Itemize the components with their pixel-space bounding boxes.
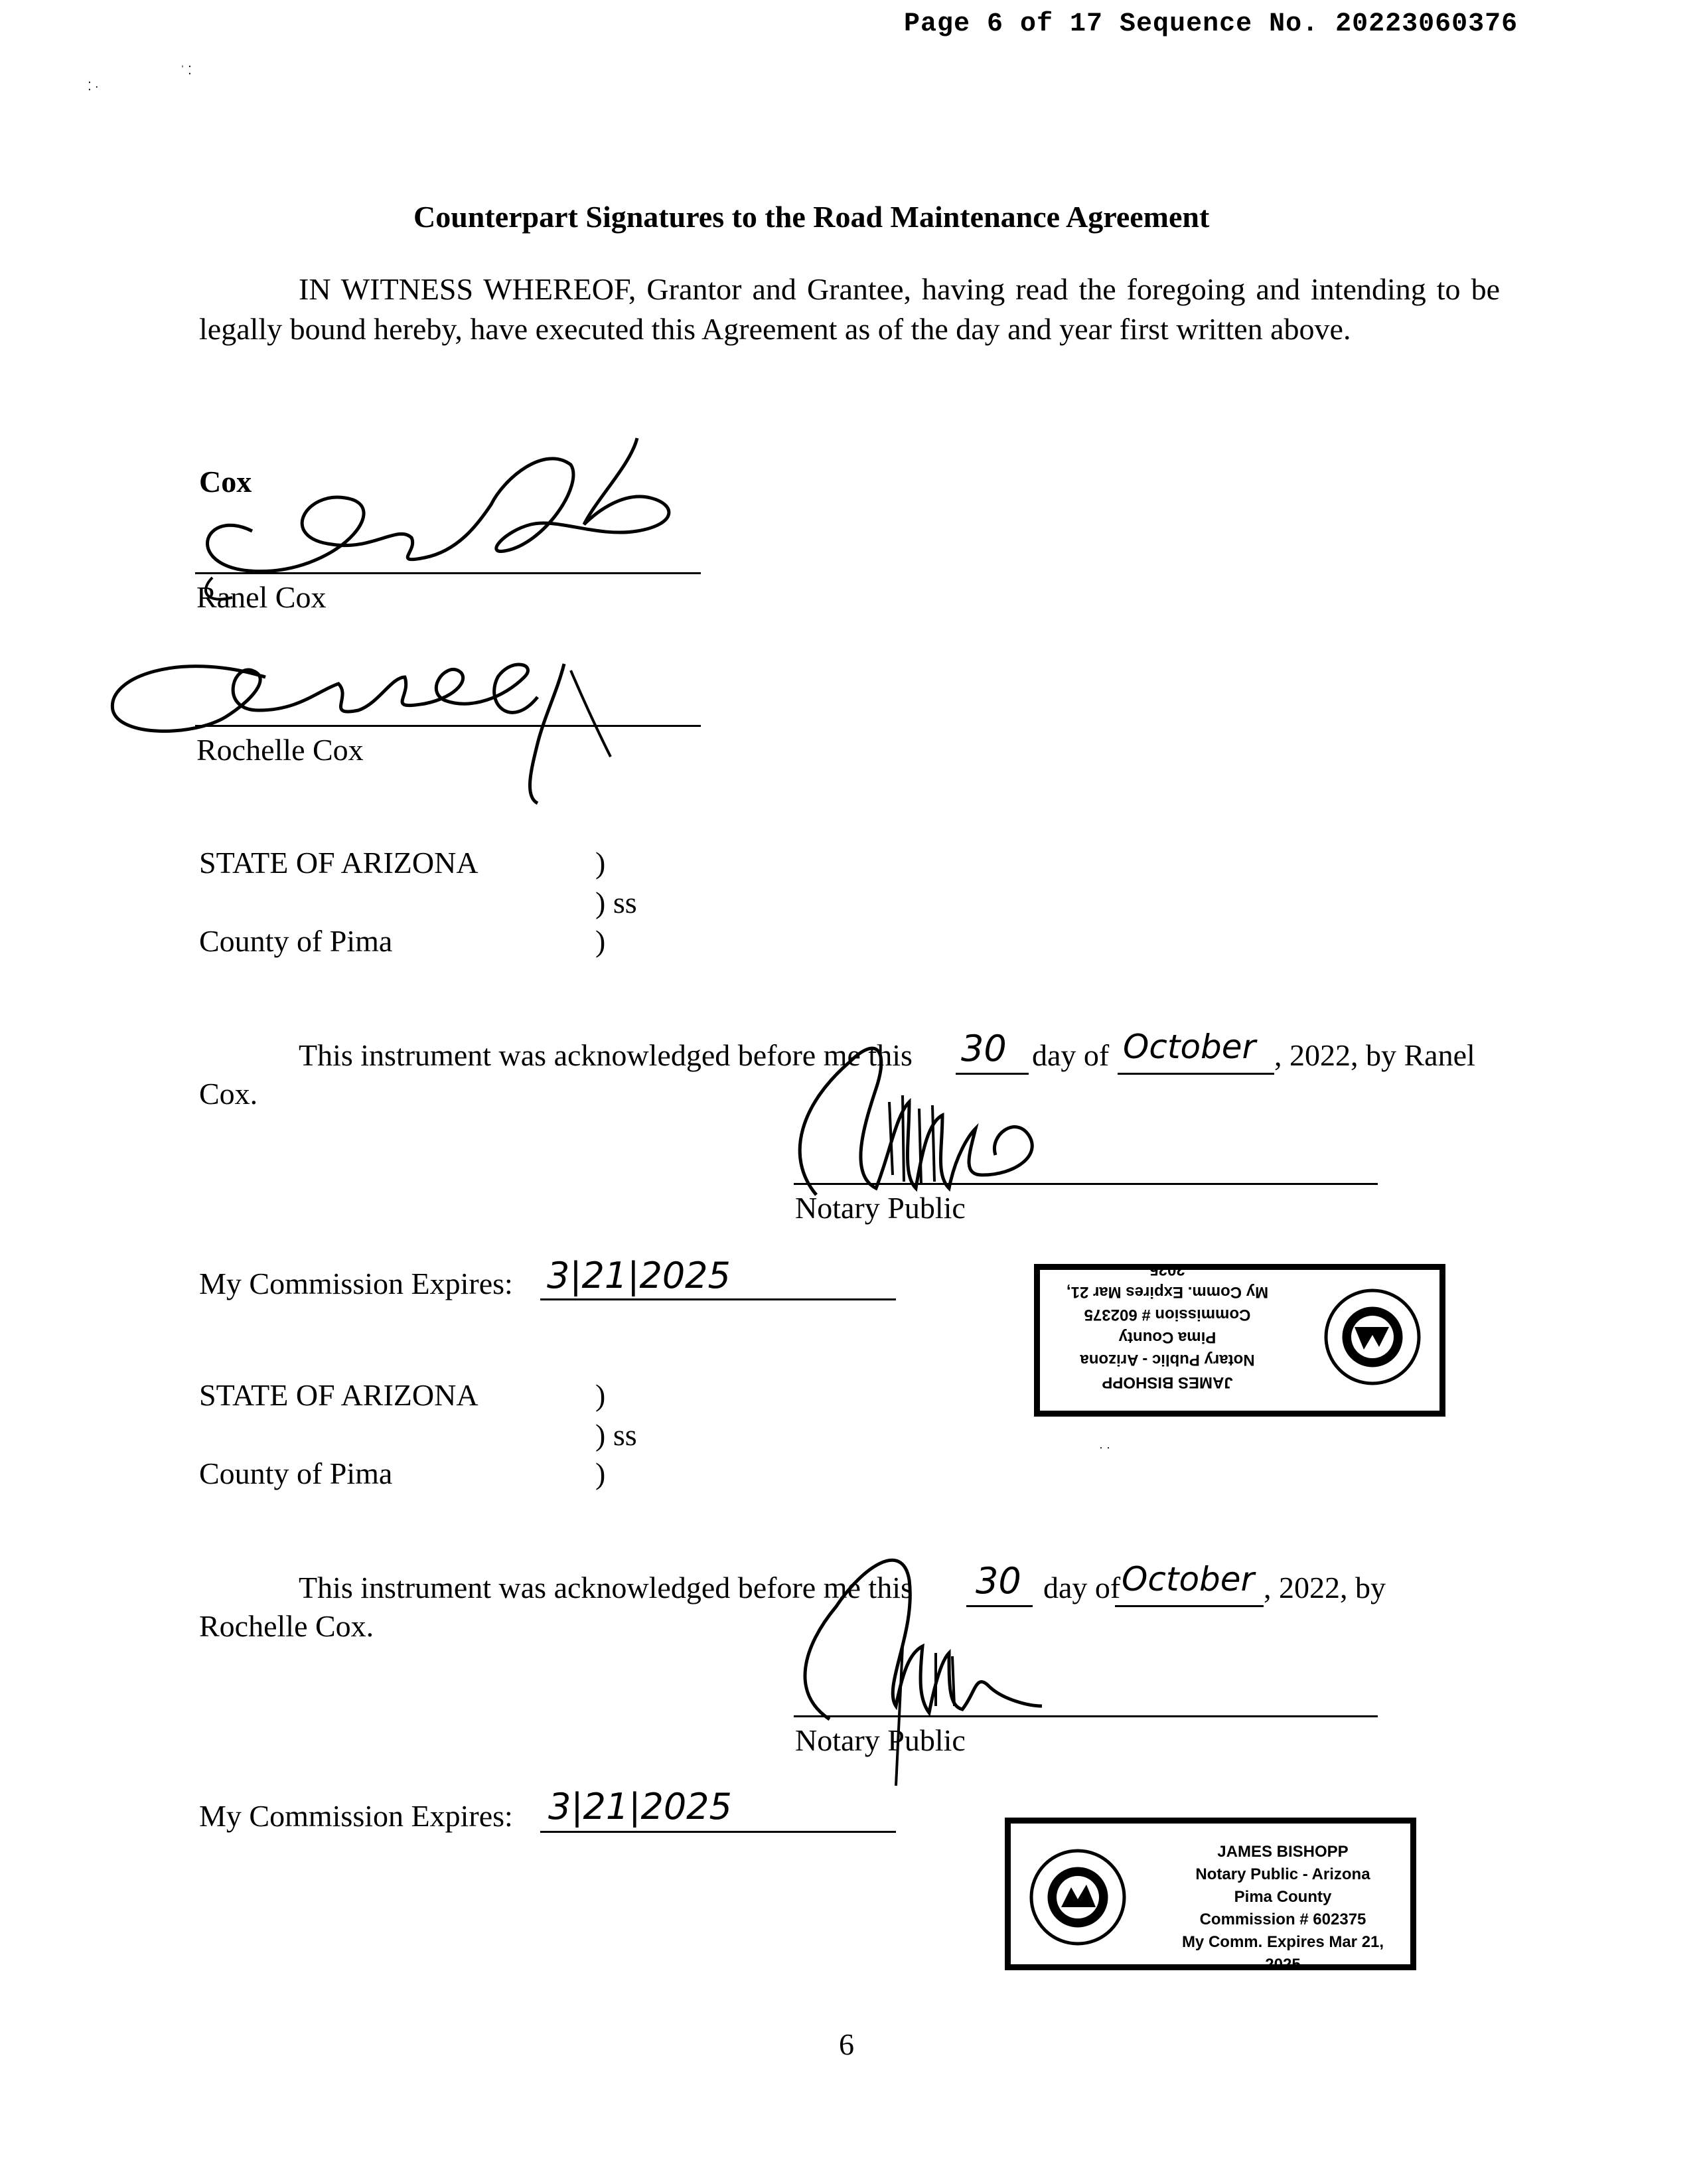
venue-ss-2: ) ss xyxy=(595,1418,637,1452)
ack-1-prefix: This instrument was acknowledged before me this xyxy=(299,1038,913,1072)
stamp-2-title: Notary Public - Arizona xyxy=(1195,1865,1370,1883)
signatory-2-name: Rochelle Cox xyxy=(196,733,364,767)
ack-1-day: 30 xyxy=(961,1028,1007,1069)
notary-1-signature-line xyxy=(794,1183,1378,1185)
scan-specks: ˈ ⁚ xyxy=(181,64,192,77)
ack-2-month: October xyxy=(1122,1560,1255,1599)
stamp-1-title: Notary Public - Arizona xyxy=(1080,1351,1255,1369)
ack-1-year-by: , 2022, by Ranel xyxy=(1274,1038,1475,1072)
scan-specks: · · xyxy=(1099,1441,1110,1454)
stamp-2-name: JAMES BISHOPP xyxy=(1217,1843,1349,1861)
scan-specks: ⁚ · xyxy=(88,80,99,93)
party-heading: Cox xyxy=(199,465,252,499)
document-title: Counterpart Signatures to the Road Maintenance Agreement xyxy=(413,200,1210,234)
commission-1-date: 3|21|2025 xyxy=(547,1255,731,1296)
ack-2-day: 30 xyxy=(976,1560,1021,1602)
witness-paragraph: IN WITNESS WHEREOF, Grantor and Grantee, having read the foregoing and intending to be legally bound hereby, have executed this Agreement as of the day and year first written above. xyxy=(199,272,1500,346)
commission-2-label: My Commission Expires: xyxy=(199,1799,513,1833)
ack-1-day-of: day of xyxy=(1032,1038,1110,1072)
stamp-1-name: JAMES BISHOPP xyxy=(1102,1373,1233,1391)
venue-state-1: STATE OF ARIZONA xyxy=(199,846,478,880)
venue-paren-1: ) xyxy=(595,846,606,880)
signature-line-2 xyxy=(195,725,701,727)
commission-1-label: My Commission Expires: xyxy=(199,1267,513,1300)
stamp-2-text xyxy=(1163,1841,1402,1976)
commission-2-line xyxy=(540,1831,896,1833)
ack-2-day-of: day of xyxy=(1043,1571,1121,1604)
signatory-1-name: Ranel Cox xyxy=(196,580,327,614)
notary-1-signature xyxy=(776,1022,1055,1208)
rochelle-cox-signature xyxy=(100,637,630,830)
commission-1-line xyxy=(540,1298,896,1300)
notary-stamp-1 xyxy=(1034,1261,1445,1417)
ack-2-name-cont: Rochelle Cox. xyxy=(199,1609,374,1643)
arizona-seal-icon xyxy=(1323,1287,1422,1387)
venue-county-1: County of Pima xyxy=(199,924,393,958)
ack-1-name-cont: Cox. xyxy=(199,1077,258,1111)
notary-2-signature-line xyxy=(794,1715,1378,1717)
arizona-seal-icon xyxy=(1028,1847,1128,1947)
stamp-1-text xyxy=(1048,1258,1287,1393)
venue-state-2: STATE OF ARIZONA xyxy=(199,1378,478,1412)
page-sequence-header: Page 6 of 17 Sequence No. 20223060376 xyxy=(904,9,1518,39)
venue-ss-1: ) ss xyxy=(595,886,637,919)
stamp-2-commission: Commission # 602375 xyxy=(1199,1911,1366,1928)
venue-paren-3: ) xyxy=(595,924,606,958)
ack-2-month-line xyxy=(1115,1605,1264,1607)
stamp-2-expires: My Comm. Expires Mar 21, 2025 xyxy=(1181,1933,1384,1974)
notary-1-label: Notary Public xyxy=(795,1191,966,1225)
venue-paren-2-3: ) xyxy=(595,1456,606,1490)
ack-1-month-line xyxy=(1118,1073,1274,1075)
signature-line-1 xyxy=(195,572,701,574)
stamp-1-expires: My Comm. Expires Mar 21, 2025 xyxy=(1066,1261,1269,1301)
ranel-cox-signature xyxy=(173,425,717,597)
stamp-2-county: Pima County xyxy=(1234,1888,1332,1906)
stamp-1-commission: Commission # 602375 xyxy=(1084,1306,1251,1324)
ack-1-month: October xyxy=(1123,1028,1256,1066)
page-number: 6 xyxy=(839,2027,854,2061)
notary-stamp-2 xyxy=(1005,1818,1416,1974)
commission-2-date: 3|21|2025 xyxy=(548,1786,732,1828)
venue-county-2: County of Pima xyxy=(199,1456,393,1490)
ack-2-year-by: , 2022, by xyxy=(1264,1571,1386,1604)
ack-2-prefix: This instrument was acknowledged before me this xyxy=(299,1571,913,1604)
venue-paren-2-1: ) xyxy=(595,1378,606,1412)
notary-2-label: Notary Public xyxy=(795,1723,966,1757)
stamp-1-county: Pima County xyxy=(1118,1328,1216,1346)
